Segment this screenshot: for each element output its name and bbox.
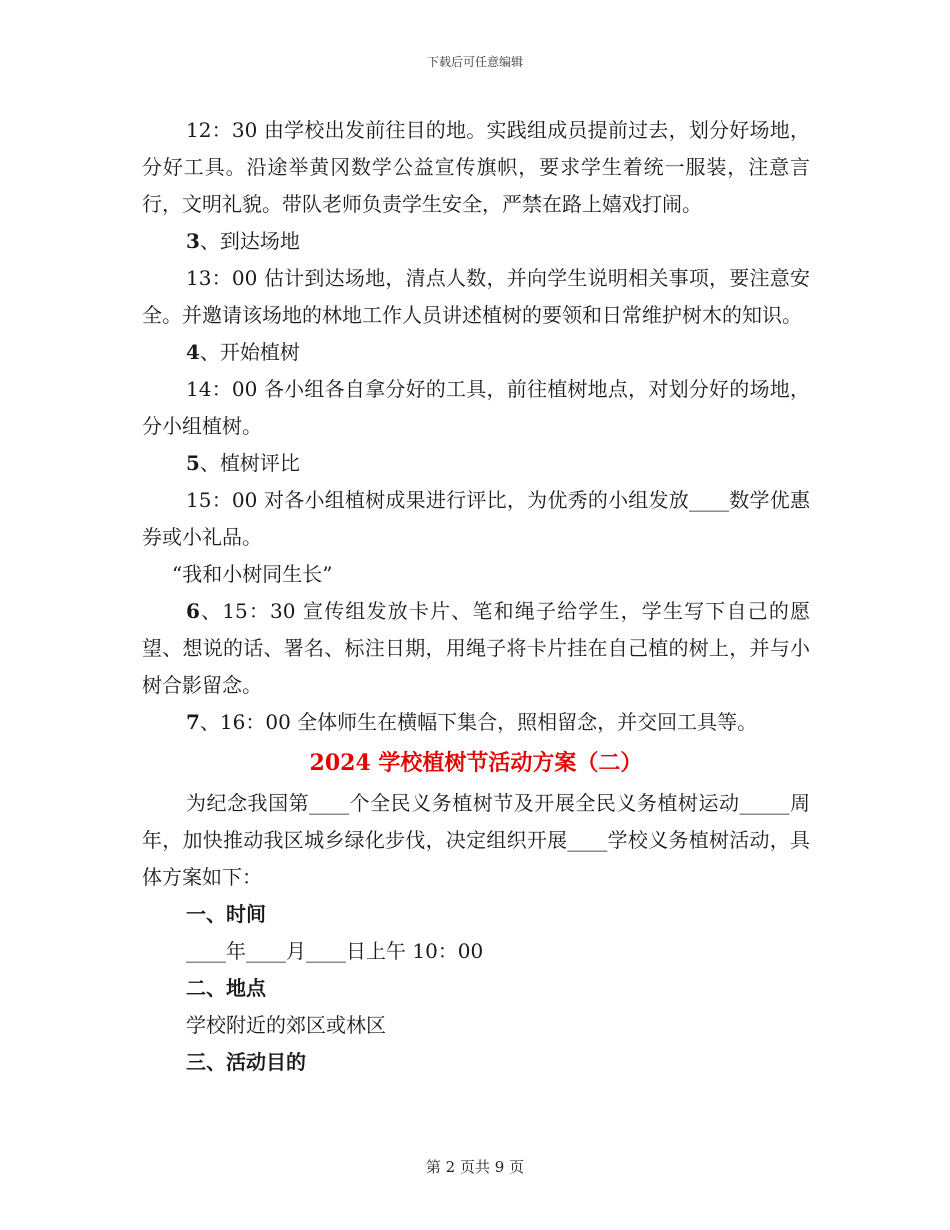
section-title: 2024 学校植树节活动方案（二）	[309, 750, 643, 776]
time-value: ____年____月____日上午 10：00	[186, 939, 484, 963]
step-5-heading	[142, 445, 810, 482]
heading-place: 二、地点	[186, 976, 266, 1000]
step-3-heading	[142, 223, 810, 260]
heading-purpose: 三、活动目的	[186, 1050, 306, 1074]
step-4-heading	[142, 334, 810, 371]
heading-time: 一、时间	[186, 902, 266, 926]
paragraph-evaluation: 15：00 对各小组植树成果进行评比，为优秀的小组发放____数学优惠券或小礼品。	[142, 488, 810, 549]
step-label: 、植树评比	[199, 451, 300, 475]
step-text: 、15：30 宣传组发放卡片、笔和绳子给学生，学生写下自己的愿望、想说的话、署名、标注日期，用绳子将卡片挂在自己植的树上，并与小树合影留念。	[142, 599, 810, 697]
step-label: 、到达场地	[199, 229, 300, 253]
step-6-paragraph	[142, 593, 810, 704]
paragraph-planting: 14：00 各小组各自拿分好的工具，前往植树地点，对划分好的场地，分小组植树。	[142, 377, 810, 438]
step-text: 、16：00 全体师生在横幅下集合，照相留念，并交回工具等。	[199, 710, 758, 734]
step-label: 、开始植树	[199, 340, 300, 364]
place-value: 学校附近的郊区或林区	[186, 1013, 386, 1037]
document-body	[142, 112, 810, 1081]
step-number: 6	[186, 599, 200, 623]
page-footer: 第 2 页共 9 页	[425, 1158, 525, 1176]
page-header: 下载后可任意编辑	[426, 55, 523, 69]
step-number: 5	[186, 451, 200, 475]
step-number: 3	[186, 229, 200, 253]
step-number: 4	[186, 340, 200, 364]
paragraph-intro: 为纪念我国第____个全民义务植树节及开展全民义务植树运动_____周年，加快推动我区城乡绿化步伐，决定组织开展____学校义务植树活动，具体方案如下：	[142, 791, 810, 889]
step-7-paragraph	[142, 704, 810, 741]
quote-line: “我和小树同生长”	[172, 562, 333, 586]
paragraph-arrival: 13：00 估计到达场地，清点人数，并向学生说明相关事项，要注意安全。并邀请该场地的林地工作人员讲述植树的要领和日常维护树木的知识。	[142, 266, 810, 327]
paragraph-departure: 12：30 由学校出发前往目的地。实践组成员提前过去，划分好场地，分好工具。沿途举黄冈数学公益宣传旗帜，要求学生着统一服装，注意言行，文明礼貌。带队老师负责学生安全，严禁在路上嬉戏打闹。	[142, 118, 810, 216]
step-number: 7	[186, 710, 200, 734]
